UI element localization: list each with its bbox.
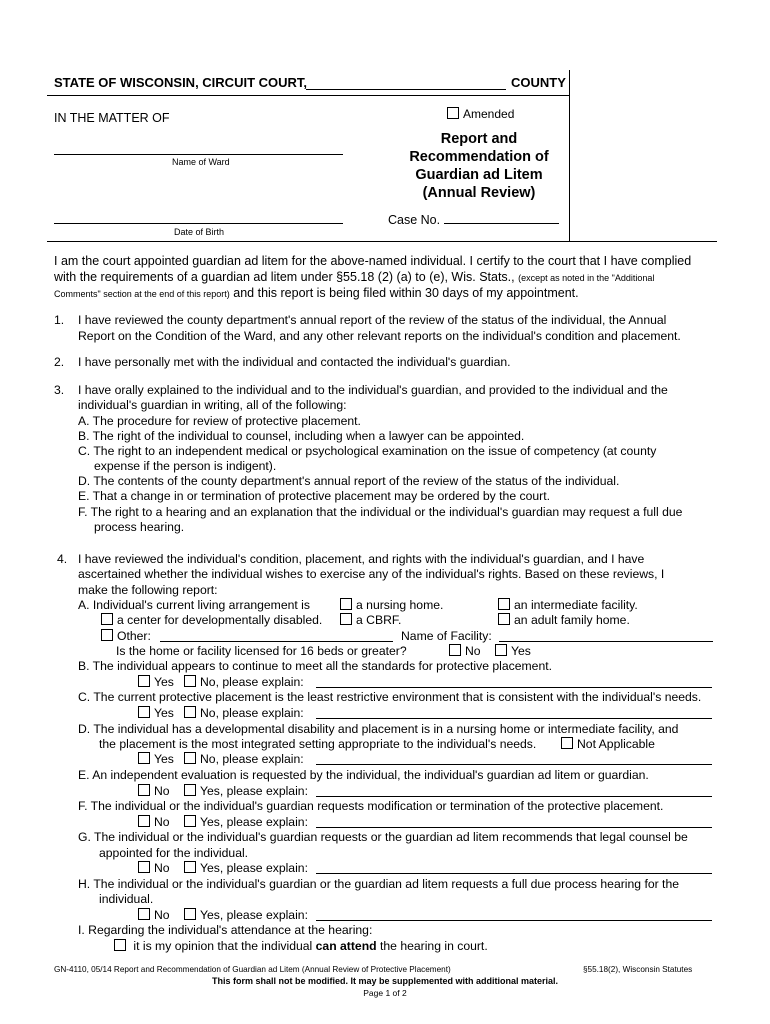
footer-statute: §55.18(2), Wisconsin Statutes	[583, 965, 693, 974]
other-checkbox[interactable]	[101, 629, 113, 641]
4d-explain-field[interactable]	[316, 764, 712, 765]
option-nursing-home[interactable]: a nursing home.	[340, 598, 443, 613]
item-3-a: A. The procedure for review of protective placement.	[78, 414, 361, 428]
4c-yes-checkbox[interactable]	[138, 706, 150, 718]
date-of-birth-label: Date of Birth	[174, 227, 225, 237]
case-no-label: Case No.	[388, 213, 441, 227]
item-4d-text-2: the placement is the most integrated setting appropriate to the individual's needs.	[99, 737, 537, 751]
item-4c-yes[interactable]: Yes	[138, 706, 174, 721]
licensed-question: Is the home or facility licensed for 16 beds or greater?	[116, 644, 407, 658]
item-2-line-1: I have personally met with the individual and contacted the individual's guardian.	[78, 355, 511, 369]
intro-line-1: I am the court appointed guardian ad litem for the above-named individual. I certify to the court that I have complied	[54, 254, 692, 268]
intro-line-3: Comments" section at the end of this report) and this report is being filed within 30 days of my appointment.	[54, 286, 579, 300]
name-of-ward-label: Name of Ward	[172, 157, 230, 167]
item-4b-text: B. The individual appears to continue to meet all the standards for protective placement.	[78, 659, 553, 673]
cbrf-checkbox[interactable]	[340, 613, 352, 625]
facility-name-field[interactable]	[499, 641, 713, 642]
item-4-number: 4.	[57, 552, 68, 566]
item-1-line-1: I have reviewed the county department's annual report of the review of the status of the individual, the Annual	[78, 313, 667, 327]
title-line-3: Guardian ad Litem	[415, 167, 543, 183]
item-3-f-1: F. The right to a hearing and an explanation that the individual or the individual's guardian may request a full due	[78, 505, 683, 519]
page-number: Page 1 of 2	[363, 988, 407, 998]
item-4h-yes[interactable]: Yes, please explain:	[184, 908, 308, 923]
footer-notice: This form shall not be modified. It may be supplemented with additional material.	[211, 976, 559, 986]
option-intermediate-facility[interactable]: an intermediate facility.	[498, 598, 638, 613]
header-bottom-rule	[47, 241, 717, 242]
amended-option[interactable]	[447, 107, 514, 121]
form-title	[376, 130, 582, 202]
footer-form-id: GN-4110, 05/14 Report and Recommendation of Guardian ad Litem (Annual Review of Protective Placement)	[54, 965, 451, 974]
case-number	[388, 212, 559, 227]
item-4-line-1: I have reviewed the individual's condition, placement, and rights with the individual's guardian, and I have	[78, 552, 645, 566]
4i-can-attend-checkbox[interactable]	[114, 939, 126, 951]
item-2-number: 2.	[54, 355, 65, 369]
licensed-yes[interactable]: Yes	[495, 644, 531, 659]
item-3-c-1: C. The right to an independent medical or psychological examination on the issue of competency (at county	[78, 444, 657, 458]
4g-explain-field[interactable]	[316, 873, 712, 874]
item-4b-no[interactable]: No, please explain:	[184, 675, 304, 690]
ward-name-field[interactable]	[54, 154, 343, 155]
item-4-line-2: ascertained whether the individual wishes to exercise any of the individual's rights. Based on these reviews, I	[78, 567, 665, 581]
county-label: COUNTY	[511, 75, 566, 90]
item-4f-text: F. The individual or the individual's guardian requests modification or termination of the protective placement.	[78, 799, 664, 813]
item-3-line-1: I have orally explained to the individual and to the individual's guardian, and provided to the individual and the	[78, 383, 668, 397]
item-4f-no[interactable]: No	[138, 815, 170, 830]
4b-yes-checkbox[interactable]	[138, 675, 150, 687]
nursing-home-checkbox[interactable]	[340, 598, 352, 610]
amended-label: Amended	[463, 107, 515, 121]
4b-explain-field[interactable]	[316, 687, 712, 688]
4h-no-checkbox[interactable]	[138, 908, 150, 920]
state-court-label: STATE OF WISCONSIN, CIRCUIT COURT,	[54, 75, 308, 90]
licensed-no[interactable]: No	[449, 644, 481, 659]
4g-yes-checkbox[interactable]	[184, 861, 196, 873]
item-1-line-2: Report on the Condition of the Ward, and any other relevant reports on the individual's condition and placement.	[78, 329, 681, 343]
item-4i-can-attend[interactable]: it is my opinion that the individual can attend the hearing in court.	[114, 939, 488, 954]
item-4a-label: A. Individual's current living arrangement is	[78, 598, 310, 612]
4f-yes-checkbox[interactable]	[184, 815, 196, 827]
amended-checkbox[interactable]	[447, 107, 459, 119]
4e-no-checkbox[interactable]	[138, 784, 150, 796]
item-4h-no[interactable]: No	[138, 908, 170, 923]
intermediate-facility-checkbox[interactable]	[498, 598, 510, 610]
item-3-b: B. The right of the individual to counsel, including when a lawyer can be appointed.	[78, 429, 525, 443]
item-3-f-2: process hearing.	[94, 520, 185, 534]
item-4g-text-2: appointed for the individual.	[99, 846, 249, 860]
4e-yes-checkbox[interactable]	[184, 784, 196, 796]
4c-explain-field[interactable]	[316, 718, 712, 719]
item-3-e: E. That a change in or termination of protective placement may be ordered by the court.	[78, 489, 550, 503]
item-4g-text-1: G. The individual or the individual's guardian requests or the guardian ad litem recommends that legal counsel be	[78, 830, 688, 844]
item-1-number: 1.	[54, 313, 65, 327]
in-the-matter-of: IN THE MATTER OF	[54, 111, 170, 125]
4h-yes-checkbox[interactable]	[184, 908, 196, 920]
item-3-c-2: expense if the person is indigent).	[94, 459, 277, 473]
4f-explain-field[interactable]	[316, 827, 712, 828]
item-4f-yes[interactable]: Yes, please explain:	[184, 815, 308, 830]
option-other[interactable]: Other:	[101, 629, 151, 644]
option-dev-disabled-center[interactable]: a center for developmentally disabled.	[101, 613, 322, 628]
item-4c-text: C. The current protective placement is the least restrictive environment that is consistent with the individual's needs.	[78, 690, 702, 704]
item-4-line-3: make the following report:	[78, 583, 218, 597]
case-no-field[interactable]	[444, 212, 559, 224]
county-field[interactable]	[306, 89, 506, 90]
4h-explain-field[interactable]	[316, 920, 712, 921]
4d-na-checkbox[interactable]	[561, 737, 573, 749]
title-line-2: Recommendation of	[409, 149, 549, 165]
item-3-line-2: individual's guardian in writing, all of the following:	[78, 398, 347, 412]
item-4i-text: I. Regarding the individual's attendance at the hearing:	[78, 923, 373, 937]
intro-line-2: with the requirements of a guardian ad litem under §55.18 (2) (a) to (e), Wis. Stats., (except as noted in the "Additional	[54, 270, 655, 284]
item-4e-yes[interactable]: Yes, please explain:	[184, 784, 308, 799]
item-4h-text-2: individual.	[99, 892, 154, 906]
4d-no-checkbox[interactable]	[184, 752, 196, 764]
item-4g-yes[interactable]: Yes, please explain:	[184, 861, 308, 876]
4c-no-checkbox[interactable]	[184, 706, 196, 718]
item-4d-yes[interactable]: Yes	[138, 752, 174, 767]
option-cbrf[interactable]: a CBRF.	[340, 613, 401, 628]
option-adult-family-home[interactable]: an adult family home.	[498, 613, 630, 628]
item-4b-yes[interactable]: Yes	[138, 675, 174, 690]
title-line-4: (Annual Review)	[422, 185, 536, 201]
item-4c-no[interactable]: No, please explain:	[184, 706, 304, 721]
4e-explain-field[interactable]	[316, 796, 712, 797]
licensed-no-checkbox[interactable]	[449, 644, 461, 656]
item-4g-no[interactable]: No	[138, 861, 170, 876]
4b-no-checkbox[interactable]	[184, 675, 196, 687]
name-of-facility-label: Name of Facility:	[401, 629, 492, 643]
4g-no-checkbox[interactable]	[138, 861, 150, 873]
item-4d-not-applicable[interactable]: Not Applicable	[561, 737, 655, 752]
4d-yes-checkbox[interactable]	[138, 752, 150, 764]
date-of-birth-field[interactable]	[54, 223, 343, 224]
header-divider	[47, 95, 569, 96]
item-4d-no[interactable]: No, please explain:	[184, 752, 304, 767]
dev-disabled-checkbox[interactable]	[101, 613, 113, 625]
adult-family-home-checkbox[interactable]	[498, 613, 510, 625]
item-4d-text-1: D. The individual has a developmental disability and placement is in a nursing home or intermediate facility, and	[78, 722, 679, 736]
item-3-d: D. The contents of the county department's annual report of the review of the status of the individual.	[78, 474, 620, 488]
title-line-1: Report and	[440, 131, 518, 147]
item-3-number: 3.	[54, 383, 65, 397]
item-4e-text: E. An independent evaluation is requested by the individual, the individual's guardian ad litem or guardian.	[78, 768, 649, 782]
licensed-yes-checkbox[interactable]	[495, 644, 507, 656]
4f-no-checkbox[interactable]	[138, 815, 150, 827]
other-field[interactable]	[160, 641, 393, 642]
item-4e-no[interactable]: No	[138, 784, 170, 799]
item-4h-text-1: H. The individual or the individual's guardian or the guardian ad litem requests a full due process hearing for the	[78, 877, 680, 891]
